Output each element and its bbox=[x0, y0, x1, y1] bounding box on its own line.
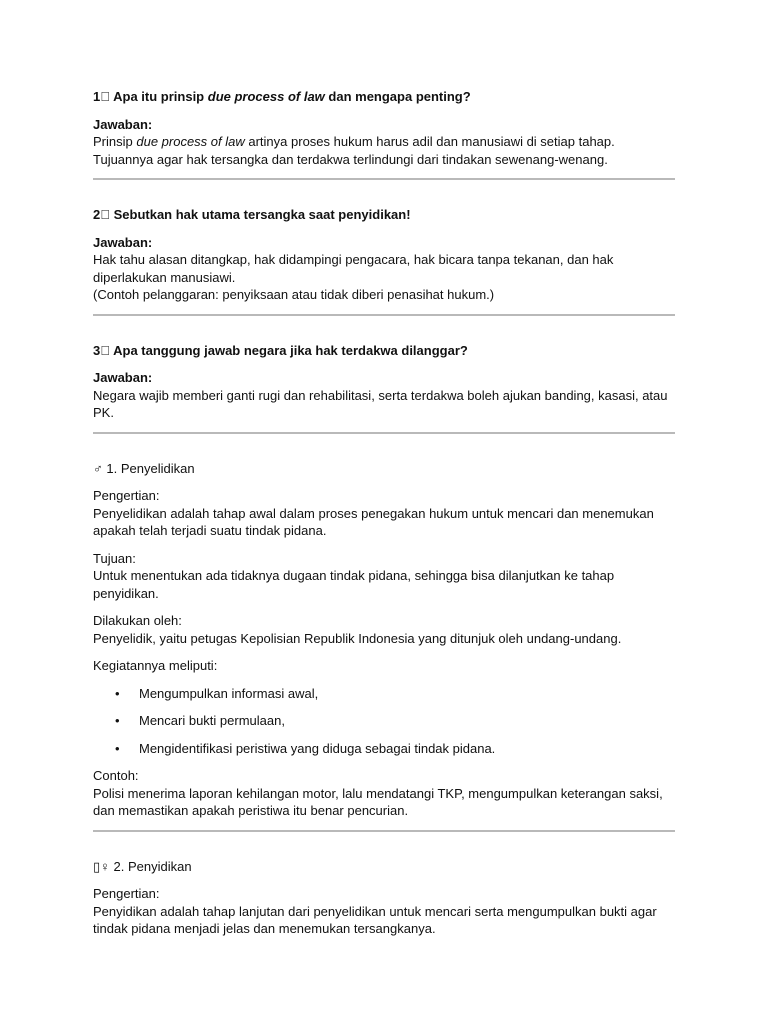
section-1-pengertian bbox=[93, 487, 677, 540]
section-2-pengertian bbox=[93, 885, 677, 938]
pengertian-text: Penyelidikan adalah tahap awal dalam proses penegakan hukum untuk mencari dan menemukan apakah telah terjadi suatu tindak pidana. bbox=[93, 505, 654, 538]
question-3-text: Apa tanggung jawab negara jika hak terdakwa dilanggar? bbox=[113, 342, 468, 358]
divider bbox=[93, 178, 675, 180]
question-number-1: 1⃣ bbox=[93, 89, 110, 104]
bullet-icon: • bbox=[115, 713, 120, 728]
list-item bbox=[93, 685, 677, 703]
pengertian-label-2: Pengertian: bbox=[93, 886, 160, 901]
answer-2-line-2: (Contoh pelanggaran: penyiksaan atau tidak diberi penasihat hukum.) bbox=[93, 287, 495, 302]
section-1-heading bbox=[93, 460, 677, 478]
question-1 bbox=[93, 88, 677, 106]
question-2 bbox=[93, 206, 677, 224]
female-symbol-icon: ▯♀ bbox=[93, 858, 110, 874]
answer-label-1: Jawaban: bbox=[93, 116, 153, 132]
question-1-pre: Apa itu prinsip bbox=[113, 89, 208, 104]
question-2-text: Sebutkan hak utama tersangka saat penyidikan! bbox=[113, 207, 411, 222]
kegiatan-list bbox=[93, 685, 677, 758]
divider bbox=[93, 314, 675, 316]
kegiatan-label: Kegiatannya meliputi: bbox=[93, 658, 218, 673]
section-2-heading bbox=[93, 858, 677, 876]
bullet-icon: • bbox=[115, 685, 120, 701]
document-page bbox=[93, 88, 677, 948]
list-item bbox=[93, 712, 677, 730]
list-item bbox=[93, 740, 677, 758]
question-3 bbox=[93, 342, 677, 360]
tujuan-label: Tujuan: bbox=[93, 550, 136, 566]
answer-1-line-2: Tujuannya agar hak tersangka dan terdakwa terlindungi dari tindakan sewenang-wenang. bbox=[93, 151, 608, 167]
answer-2-line-1: Hak tahu alasan ditangkap, hak didampingi pengacara, hak bicara tanpa tekanan, dan hak diperlakukan manusiawi. bbox=[93, 252, 614, 285]
section-1-title: 1. Penyelidikan bbox=[106, 460, 195, 476]
answer-1-emphasis: due process of law bbox=[136, 134, 245, 149]
section-1-tujuan bbox=[93, 550, 677, 603]
question-1-post: dan mengapa penting? bbox=[324, 89, 471, 104]
tujuan-text: Untuk menentukan ada tidaknya dugaan tindak pidana, sehingga bisa dilanjutkan ke tahap penyidikan. bbox=[93, 568, 615, 601]
divider bbox=[93, 432, 675, 434]
answer-3-line-1: Negara wajib memberi ganti rugi dan rehabilitasi, serta terdakwa boleh ajukan banding, kasasi, atau PK. bbox=[93, 387, 668, 420]
contoh-text: Polisi menerima laporan kehilangan motor, lalu mendatangi TKP, mengumpulkan keterangan saksi, dan memastikan apakah peristiwa itu benar pencurian. bbox=[93, 785, 663, 818]
dilakukan-label: Dilakukan oleh: bbox=[93, 613, 182, 628]
question-1-emphasis: due process of law bbox=[207, 89, 325, 104]
answer-1-pre: Prinsip bbox=[93, 134, 137, 149]
pengertian-text-2: Penyidikan adalah tahap lanjutan dari penyelidikan untuk mencari serta mengumpulkan bukti agar tindak pidana menjadi jelas dan menemukan tersangkanya. bbox=[93, 903, 657, 936]
male-symbol-icon: ♂ bbox=[93, 460, 103, 476]
question-number-2: 2⃣ bbox=[93, 207, 110, 222]
dilakukan-text: Penyelidik, yaitu petugas Kepolisian Republik Indonesia yang ditunjuk oleh undang-undang. bbox=[93, 630, 622, 646]
contoh-label: Contoh: bbox=[93, 768, 139, 783]
divider bbox=[93, 830, 675, 832]
answer-1-line-1 bbox=[93, 133, 677, 151]
section-1-dilakukan bbox=[93, 612, 677, 647]
list-item-text: Mencari bukti permulaan, bbox=[139, 713, 285, 728]
bullet-icon: • bbox=[115, 740, 120, 756]
pengertian-label: Pengertian: bbox=[93, 488, 160, 503]
section-1-contoh bbox=[93, 767, 677, 820]
section-2-title: 2. Penyidikan bbox=[113, 858, 192, 874]
answer-1-post: artinya proses hukum harus adil dan manusiawi di setiap tahap. bbox=[244, 134, 615, 149]
list-item-text: Mengidentifikasi peristiwa yang diduga sebagai tindak pidana. bbox=[139, 740, 496, 756]
question-number-3: 3⃣ bbox=[93, 342, 110, 358]
answer-label-2: Jawaban: bbox=[93, 234, 153, 250]
answer-label-3: Jawaban: bbox=[93, 370, 153, 385]
list-item-text: Mengumpulkan informasi awal, bbox=[139, 685, 319, 701]
